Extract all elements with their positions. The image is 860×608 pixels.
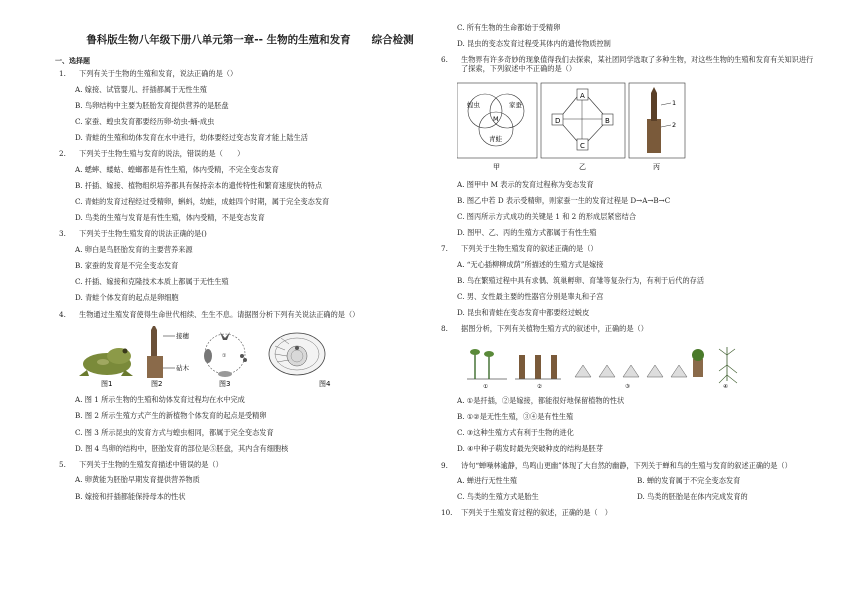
cycle-d: D: [555, 116, 561, 125]
question-stem: 下列关于生物生殖与发育的说法，错误的是（ ）: [79, 149, 245, 159]
question-3: [55, 230, 435, 303]
option-c: C. 扦插、嫁接和克隆技术本质上都属于无性生殖: [75, 277, 229, 287]
question-stem: 生物界有许多奇妙的现象值得我们去探索，某社团同学选取了多种生物，对这些生物的生殖和发育有关知识进行了探索，下列叙述中不正确的是（）: [461, 55, 814, 73]
option-d: D. ④中种子萌发时最先突破种皮的结构是胚芽: [457, 444, 603, 454]
option-b: B. 家蚕的发育是不完全变态发育: [75, 261, 179, 271]
option-c: C. 图 3 所示昆虫的发育方式与蝗虫相同，都属于完全变态发育: [75, 427, 274, 437]
question-9: [437, 462, 817, 502]
option-a: A. 嫁接、试管婴儿、扦插都属于无性生殖: [75, 84, 207, 94]
q4-figure-drawing: [75, 326, 355, 388]
option-b: B. 蝉的发育属于不完全变态发育: [637, 476, 741, 486]
option-c: C. 青蛙的发育过程经过受精卵，蝌蚪，幼蛙，成蛙四个时期，属于完全变态发育: [75, 197, 330, 207]
question-number: 4.: [59, 309, 66, 319]
graft-mark-1: 1: [672, 98, 677, 107]
question-stem: 生物通过生殖发育使得生命世代相续、生生不息。请据图分析下列有关说法正确的是（）: [79, 309, 360, 319]
scion-label: 接穗: [176, 332, 189, 341]
question-5: [55, 461, 435, 501]
question-number: 7.: [441, 244, 448, 254]
q8-caption-1: ①: [483, 383, 488, 389]
grafting-illustration: [515, 355, 561, 379]
option-a: A. ①是扦插，②是嫁接，都能很好地保留植物的性状: [457, 395, 625, 405]
option-b: B. 扦插、嫁接、植物组织培养都具有保持亲本的遗传特性和繁育速度快的特点: [75, 180, 323, 190]
question-number: 2.: [59, 149, 66, 159]
q5-option-d: D. 昆虫的变态发育过程受其体内的遗传物质控制: [457, 39, 611, 49]
question-number: 1.: [59, 68, 66, 78]
option-d: D. 图甲、乙、丙的生殖方式都属于有性生殖: [457, 227, 597, 237]
option-a: A. 图甲中 M 表示的发育过程称为变态发育: [457, 179, 594, 189]
option-c: C. 男、女性最主要的性器官分别是睾丸和子宫: [457, 292, 604, 302]
option-a: A. 卵黄能为胚胎早期发育提供营养物质: [75, 475, 200, 485]
tissue-culture-illustration: [575, 349, 704, 377]
q4-figure: [75, 326, 435, 388]
option-d: D. 昆虫和青蛙在变态发育中都要经过蜕皮: [457, 308, 590, 318]
fig4-caption: 图4: [319, 380, 331, 389]
graft-mark-2: 2: [672, 120, 677, 129]
option-d: D. 青蛙个体发育的起点是卵细胞: [75, 293, 179, 303]
option-b: B. 嫁接和扦插都能保持母本的性状: [75, 491, 186, 501]
venn-silkworm: 家蚕: [509, 100, 522, 109]
right-column: [437, 24, 817, 525]
question-stem: 下列有关于生物的生殖和发育，说法正确的是（）: [79, 68, 238, 78]
q6-figure: [457, 81, 817, 173]
option-c: C. 家蚕、蝗虫发育都要经历卵-幼虫-蛹-成虫: [75, 116, 215, 126]
fig2-caption: 图2: [151, 380, 163, 389]
venn-frog: 青蛙: [489, 134, 502, 143]
option-b: B. ①②是无性生殖，③④是有性生殖: [457, 412, 574, 422]
option-a: A. 图 1 所示生物的生殖和幼体发育过程均在水中完成: [75, 395, 245, 405]
graft-illustration: [147, 326, 175, 378]
q8-caption-2: ②: [537, 383, 542, 389]
caption-jia: 甲: [493, 162, 500, 171]
svg-text:①: ①: [222, 353, 227, 360]
option-a: A. 蟋蟀、蝼蛄、蝗螂都是有性生殖，体内受精，不完全变态发育: [75, 164, 279, 174]
section-heading: 一、选择题: [55, 56, 90, 65]
question-stem: 下列关于生物生殖发育的说法正确的是(): [79, 229, 207, 239]
question-number: 9.: [441, 460, 448, 470]
question-2: [55, 150, 435, 223]
q8-figure-drawing: [457, 341, 757, 389]
question-stem: 下列关于生物生殖发育的叙述正确的是（）: [461, 244, 598, 254]
question-6: [437, 56, 817, 237]
question-stem: 下列关于生殖发育过程的叙述，正确的是（ ）: [461, 508, 612, 518]
option-c: C. 鸟类的生殖方式是胎生: [457, 492, 539, 502]
cycle-b: B: [605, 116, 610, 125]
option-a: A. 蝉进行无性生殖: [457, 476, 518, 486]
cycle-a: A: [580, 91, 585, 100]
option-d: D. 图 4 鸟卵的结构中，胚胎发育的部位是⑤胚盘，其内含有细胞核: [75, 443, 289, 453]
question-number: 6.: [441, 55, 448, 65]
venn-m: M: [493, 114, 499, 123]
question-stem: 据图分析，下列有关植物生殖方式的叙述中，正确的是（）: [461, 324, 648, 334]
question-number: 5.: [59, 459, 66, 469]
q5-option-c: C. 所有生物的生命都始于受精卵: [457, 23, 561, 32]
frog-illustration: [79, 348, 133, 376]
option-c: C. ③这种生殖方式有利于生物的进化: [457, 428, 574, 438]
q6-figure-drawing: [457, 81, 687, 173]
egg-structure-illustration: [269, 333, 325, 375]
left-column: [55, 0, 435, 509]
option-d: D. 鸟类的生殖与发育是有性生殖，体内受精，不是变态发育: [75, 213, 265, 223]
option-d: D. 鸟类的胚胎是在体内完成发育的: [637, 492, 748, 502]
q8-figure: [457, 341, 817, 389]
question-1: [55, 70, 435, 143]
fig3-caption: 图3: [219, 380, 231, 389]
options-row-1: [457, 477, 817, 486]
option-b: B. 图乙中若 D 表示受精卵，则家蚕一生的发育过程是 D→A→B→C: [457, 195, 671, 205]
option-b: B. 图 2 所示生殖方式产生的新植物个体发育的起点是受精卵: [75, 411, 267, 421]
option-b: B. 鸟在繁殖过程中具有求偶、筑巢孵卵、育雏等复杂行为，有利于后代的存活: [457, 275, 705, 285]
stock-label: 砧木: [176, 364, 189, 373]
question-number: 10.: [441, 508, 453, 518]
cycle-c: C: [580, 141, 585, 150]
fig1-caption: 图1: [101, 380, 113, 389]
option-a: A. “无心插柳柳成荫”所描述的生殖方式是嫁接: [457, 259, 604, 269]
question-stem: 下列关于生物的生殖发育描述中错误的是（）: [79, 459, 223, 469]
question-number: 3.: [59, 229, 66, 239]
question-4: [55, 311, 435, 454]
q8-caption-4: ④: [723, 383, 728, 389]
option-a: A. 卵白是鸟胚胎发育的主要营养来源: [75, 245, 193, 255]
q8-caption-3: ③: [625, 383, 630, 389]
caption-yi: 乙: [579, 162, 586, 171]
question-10: [437, 509, 817, 518]
question-stem: 诗句“蝉噪林逾静，鸟鸣山更幽”体现了大自然的幽静，下列关于蝉和鸟的生殖与发育的叙述正确的是（）: [461, 460, 792, 470]
question-8: [437, 325, 817, 454]
option-c: C. 图丙所示方式成功的关键是 1 和 2 的形成层紧密结合: [457, 211, 637, 221]
option-b: B. 鸟卵结构中主要为胚胎发育提供营养的是胚盘: [75, 100, 229, 110]
insect-cycle-illustration: [204, 332, 247, 377]
cutting-illustration: [467, 349, 507, 379]
question-number: 8.: [441, 324, 448, 334]
caption-bing: 丙: [653, 162, 660, 171]
options-row-2: [457, 493, 817, 502]
option-d: D. 青蛙的生殖和幼体发育在水中进行，幼体要经过变态发育才能上陆生活: [75, 133, 308, 143]
question-7: [437, 245, 817, 318]
venn-locust: 蝗虫: [467, 100, 480, 109]
seedling-illustration: [719, 347, 737, 383]
page-title: 鲁科版生物八年级下册八单元第一章-- 生物的生殖和发育 综合检测: [86, 34, 414, 46]
